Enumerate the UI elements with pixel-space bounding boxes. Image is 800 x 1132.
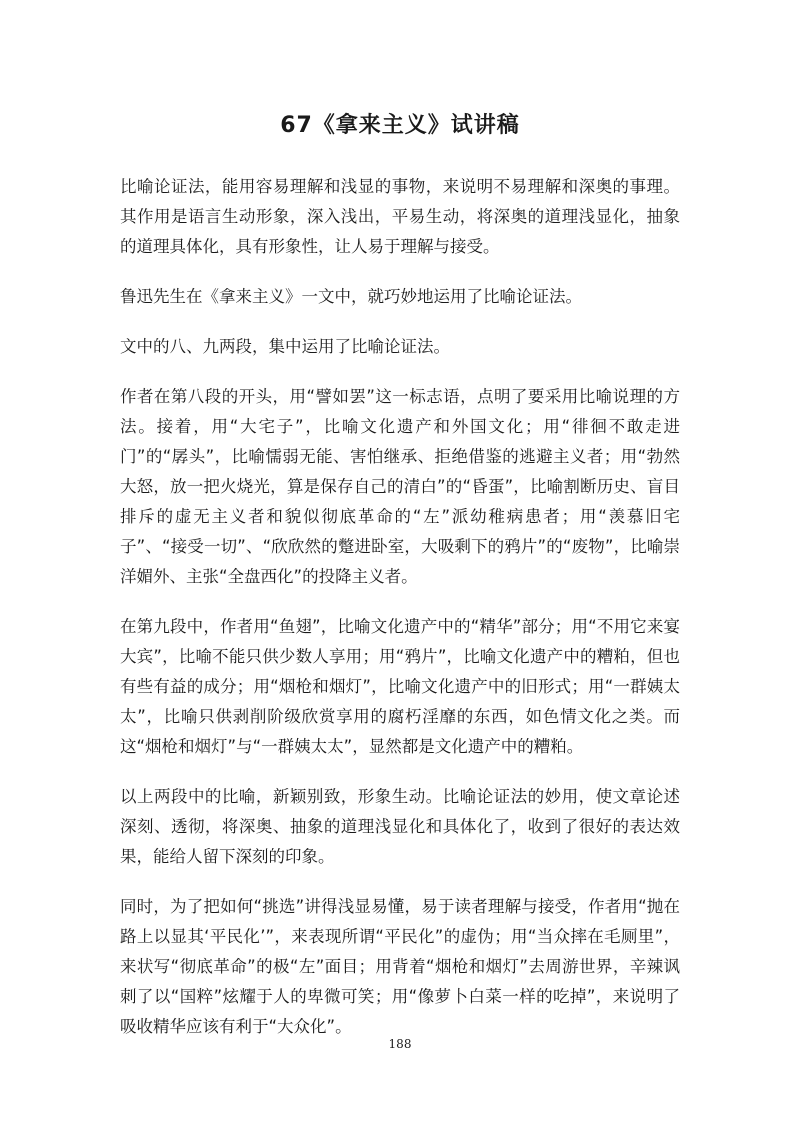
paragraph-luxun: 鲁迅先生在《拿来主义》一文中，就巧妙地运用了比喻论证法。 bbox=[120, 287, 582, 306]
paragraph-intro: 比喻论证法，能用容易理解和浅显的事物，来说明不易理解和深奥的事理。其作用是语言生动形象，深入浅出，平易生动，将深奥的道理浅显化，抽象的道理具体化，具有形象性，让人易于理解与接受。 bbox=[120, 177, 680, 256]
document-title: 67《拿来主义》试讲稿 bbox=[280, 113, 520, 138]
paragraph-selection: 同时，为了把如何“挑选”讲得浅显易懂，易于读者理解与接受，作者用“抛在路上以显其‘平民化’”，来表现所谓“平民化”的虚伪；用“当众摔在毛厕里”，来状写“彻底革命”的极“左”面目；用背着“烟枪和烟灯”去周游世界，辛辣讽刺了以“国粹”炫耀于人的卑微可笑；用“像萝卜白菜一样的吃掉”，来说明了吸收精华应该有利于“大众化”。 bbox=[120, 897, 680, 1036]
paragraph-sections: 文中的八、九两段，集中运用了比喻论证法。 bbox=[120, 337, 450, 356]
paragraph-summary: 以上两段中的比喻，新颖别致，形象生动。比喻论证法的妙用，使文章论述深刻、透彻，将深奥、抽象的道理浅显化和具体化了，收到了很好的表达效果，能给人留下深刻的印象。 bbox=[120, 787, 680, 866]
paragraph-ninth-section: 在第九段中，作者用“鱼翅”，比喻文化遗产中的“精华”部分；用“不用它来宴大宾”，比喻不能只供少数人享用；用“鸦片”，比喻文化遗产中的糟粕，但也有些有益的成分；用“烟枪和烟灯”，比喻文化遗产中的旧形式；用“一群姨太太”，比喻只供剥削阶级欣赏享用的腐朽淫靡的东西，如色情文化之类。而这“烟枪和烟灯”与“一群姨太太”，显然都是文化遗产中的糟粕。 bbox=[120, 617, 680, 756]
page-number: 188 bbox=[388, 1037, 412, 1051]
paragraph-eighth-section: 作者在第八段的开头，用“譬如罢”这一标志语，点明了要采用比喻说理的方法。接着，用“大宅子”，比喻文化遗产和外国文化；用“徘徊不敢走进门”的“孱头”，比喻懦弱无能、害怕继承、拒绝借鉴的逃避主义者；用“勃然大怒，放一把火烧光，算是保存自己的清白”的“昏蛋”，比喻割断历史、盲目排斥的虚无主义者和貌似彻底革命的“左”派幼稚病患者；用“羡慕旧宅子”、“接受一切”、“欣欣然的蹩进卧室，大吸剩下的鸦片”的“废物”，比喻崇洋媚外、主张“全盘西化”的投降主义者。 bbox=[120, 387, 680, 586]
document-body bbox=[120, 172, 680, 1062]
